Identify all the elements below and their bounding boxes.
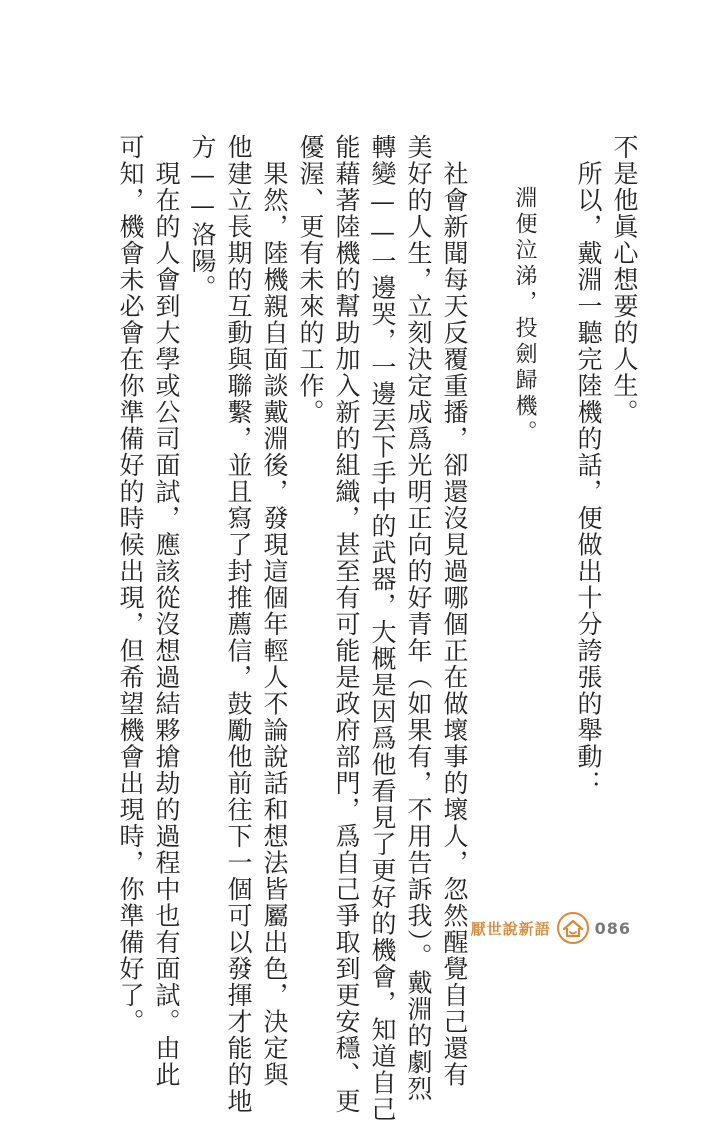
series-title: 厭世說新語 [470, 919, 551, 938]
text-column-7: 能藉著陸機的幫助加入新的組織，甚至有可能是政府部門，爲自己爭取到更安穩、更 [332, 134, 361, 1115]
classical-quote: 淵便泣涕，投劍歸機。 [512, 186, 537, 446]
text-column-6: 轉變——一邊哭，一邊丟下手中的武器，大概是因爲他看見了更好的機會，知道自己 [368, 134, 397, 1123]
text-column-9: 果然，陸機親自面談戴淵後，發現這個年輕人不論說話和想法皆屬出色，決定與 [260, 134, 289, 1088]
page-footer [471, 912, 631, 944]
text-column-11: 方——洛陽。 [188, 134, 217, 301]
text-column-10: 他建立長期的互動與聯繫，並且寫了封推薦信，鼓勵他前往下一個可以發揮才能的地 [224, 134, 253, 1115]
text-column-13: 可知，機會未必會在你準備好的時候出現，但希望機會出現時，你準備好了。 [116, 134, 145, 1035]
text-column-2: 所以，戴淵一聽完陸機的話，便做出十分誇張的舉動： [574, 134, 603, 797]
text-column-5: 美好的人生，立刻決定成爲光明正向的好青年（如果有，不用告訴我）。戴淵的劇烈 [404, 134, 433, 1102]
page-number: 086 [594, 918, 631, 938]
text-column-4: 社會新聞每天反覆重播，卻還沒見過哪個正在做壞事的壞人，忽然醒覺自己還有 [440, 134, 469, 1088]
house-badge-icon [557, 912, 589, 944]
text-column-1: 不是他眞心想要的人生。 [610, 134, 639, 426]
text-column-8: 優渥、更有未來的工作。 [296, 134, 325, 426]
text-column-12: 現在的人會到大學或公司面試，應該從沒想過結夥搶劫的過程中也有面試。由此 [152, 134, 181, 1088]
